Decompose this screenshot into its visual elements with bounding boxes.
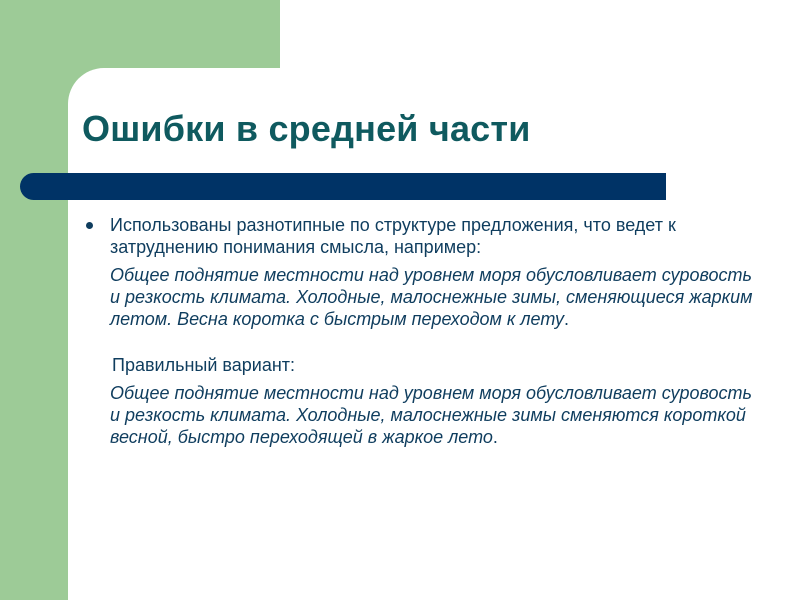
slide-body (82, 214, 762, 448)
example-correct-end: . (492, 427, 498, 447)
bullet-dot-icon (86, 222, 93, 229)
bullet-item (82, 214, 762, 258)
example-incorrect (82, 264, 762, 330)
correct-variant-label: Правильный вариант: (112, 355, 296, 375)
bullet-text: Использованы разнотипные по структуре предложения, что ведет к затруднению понимания смысла, например: (110, 215, 676, 257)
slide-title: Ошибки в средней части (82, 108, 531, 149)
example-incorrect-end: . (563, 309, 569, 329)
example-correct-text: Общее поднятие местности над уровнем моря обусловливает суровость и резкость климата. Холодные, малоснежные зимы сменяются короткой весной, быстро переходящей в жаркое лето (110, 383, 753, 447)
example-incorrect-text: Общее поднятие местности над уровнем моря обусловливает суровость и резкость климата. Холодные, малоснежные зимы, сменяющиеся жарким летом. Весна коротка с быстрым переходом к лету (110, 265, 753, 329)
title-divider-bar (20, 173, 666, 200)
example-correct (82, 382, 762, 448)
